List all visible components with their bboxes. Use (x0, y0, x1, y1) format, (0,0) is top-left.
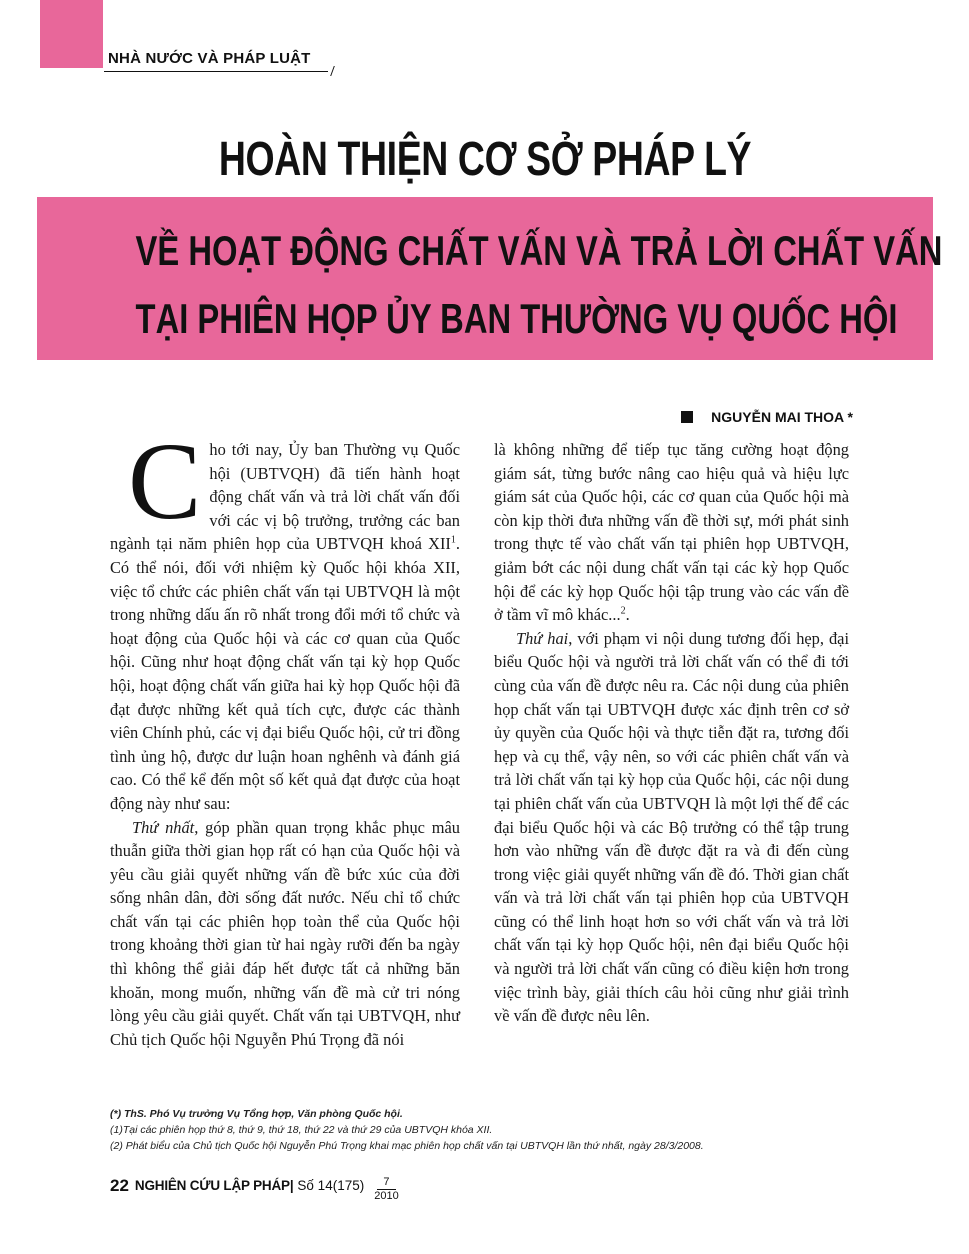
drop-cap: C (128, 420, 202, 542)
emphasis-label: Thứ nhất (132, 817, 195, 837)
issue-year: 2010 (374, 1190, 399, 1202)
issue-date (374, 1176, 398, 1203)
paragraph-text: . Có thể nói, đối với nhiệm kỳ Quốc hội khóa XII, việc tổ chức các phiên chất vấn tại UBTVQH là một trong những dấu ấn rõ nhất trong đổi mới tổ chức và hoạt động của Quốc hội và các cơ quan của Quốc hội. Cũng như hoạt động chất vấn tại kỳ họp Quốc hội, hoạt động chất vấn giữa hai kỳ họp Quốc hội đã đạt được những kết quả tích cực, được các thành viên Chính phủ, các vị đại biểu Quốc hội, cử tri đồng tình ủng hộ, được dư luận hoan nghênh và đánh giá cao. Có thể kể đến một số kết quả đạt được của hoạt động này như sau: (110, 534, 460, 813)
square-bullet-icon (681, 411, 693, 423)
paragraph-text: , góp phần quan trọng khắc phục mâu thuẫn giữa thời gian họp rất có hạn của Quốc hội và yêu cầu giải quyết những vấn đề bức xúc của đời sống nhân dân, đời sống đất nước. Nếu chỉ tổ chức chất vấn tại các phiên họp toàn thể của Quốc hội trong khoảng thời gian từ hai ngày rưỡi đến ba ngày thì không thể giải đáp hết được tất cả những băn khoăn, mong muốn, những vấn đề mà cử tri nóng lòng yêu cầu giải quyết. Chất vấn tại UBTVQH, như Chủ tịch Quốc hội Nguyễn Phú Trọng đã nói (110, 817, 460, 1049)
page-number: 22 (110, 1176, 129, 1195)
footnote-ref-1: 1 (450, 534, 456, 546)
paragraph-second-point (494, 627, 849, 1028)
paragraph-text: là không những để tiếp tục tăng cường hoạt động giám sát, từng bước nâng cao hiệu quả và hiệu lực giám sát của Quốc hội, các cơ quan của Quốc hội mà còn kịp thời đưa những vấn đề thời sự, mới phát sinh trong thực tế vào chất vấn tại phiên họp UBTVQH, giảm bớt các nội dung chất vấn tại các kỳ họp Quốc hội để các kỳ họp Quốc hội tập trung vào các vấn đề ở tầm vĩ mô khác... (494, 440, 849, 625)
paragraph-text: ho tới nay, Ủy ban Thường vụ Quốc hội (UBTVQH) đã tiến hành hoạt động chất vấn và trả lời chất vấn đối với các vị bộ trưởng, trưởng các ban ngành tại năm phiên họp của UBTVQH khoá XII (110, 440, 460, 554)
footnote-author: (*) ThS. Phó Vụ trưởng Vụ Tổng hợp, Văn phòng Quốc hội. (110, 1108, 403, 1120)
paragraph-text: , với phạm vi nội dung tương đối hẹp, đại biểu Quốc hội và người trả lời chất vấn có thể đi tới cùng của vấn đề được nêu ra. Các nội dung của phiên họp chất vấn tại UBTVQH được xác định trên cơ sở ủy quyền của Quốc hội và thực tiễn đặt ra, tương đối hẹp và cụ thể, vậy nên, so với các phiên chất vấn và trả lời chất vấn tại kỳ họp của Quốc hội, các nội dung tại phiên chất vấn của UBTVQH là một lợi thế để các đại biểu Quốc hội và các Bộ trưởng có thể tập trung hơn vào những vấn đề được đặt ra và đi đến cùng trong việc giải quyết những vấn đề đó. Thời gian chất vấn và trả lời chất vấn tại phiên họp của UBTVQH cũng có thể linh hoạt hơn so với chất vấn và trả lời chất vấn tại kỳ họp Quốc hội, nên đại biểu Quốc hội và người trả lời chất vấn cũng có điều kiện hơn trong việc trình bày, giải thích câu hỏi cũng như giải trình về vấn đề được nêu lên. (494, 628, 849, 1026)
section-label: NHÀ NƯỚC VÀ PHÁP LUẬT (108, 50, 311, 67)
footnote-1: (1)Tại các phiên họp thứ 8, thứ 9, thứ 18, thứ 22 và thứ 29 của UBTVQH khóa XII. (110, 1124, 493, 1136)
footnotes (110, 1106, 870, 1154)
article-subtitle-line-1: VỀ HOẠT ĐỘNG CHẤT VẤN VÀ TRẢ LỜI CHẤT VẤN (135, 227, 943, 274)
article-column-right (494, 438, 849, 1028)
section-underline-tick (324, 66, 335, 76)
section-color-tab (40, 0, 103, 68)
author-name: NGUYỄN MAI THOA * (711, 409, 853, 425)
paragraph-continued (494, 438, 849, 627)
issue-number: Số 14(175) (297, 1178, 365, 1193)
footnote-2: (2) Phát biểu của Chủ tịch Quốc hội Nguyễn Phú Trọng khai mạc phiên họp chất vấn tại UBTVQH lần thứ nhất, ngày 28/3/2008. (110, 1140, 704, 1152)
issue-month: 7 (377, 1176, 395, 1190)
paragraph-intro (110, 420, 460, 816)
paragraph-text: . (625, 605, 630, 625)
author-byline (681, 409, 853, 425)
magazine-name: NGHIÊN CỨU LẬP PHÁP| (134, 1178, 294, 1193)
article-column-left (110, 420, 460, 1051)
paragraph-first-point (110, 816, 460, 1052)
article-title: HOÀN THIỆN CƠ SỞ PHÁP LÝ (218, 133, 752, 186)
section-underline (104, 71, 328, 72)
emphasis-label: Thứ hai (516, 628, 569, 648)
subtitle-band (37, 197, 943, 360)
footnote-ref-2: 2 (620, 605, 626, 617)
page-footer (110, 1176, 399, 1203)
article-subtitle-line-2: TẠI PHIÊN HỌP ỦY BAN THƯỜNG VỤ QUỐC HỘI (135, 295, 898, 342)
